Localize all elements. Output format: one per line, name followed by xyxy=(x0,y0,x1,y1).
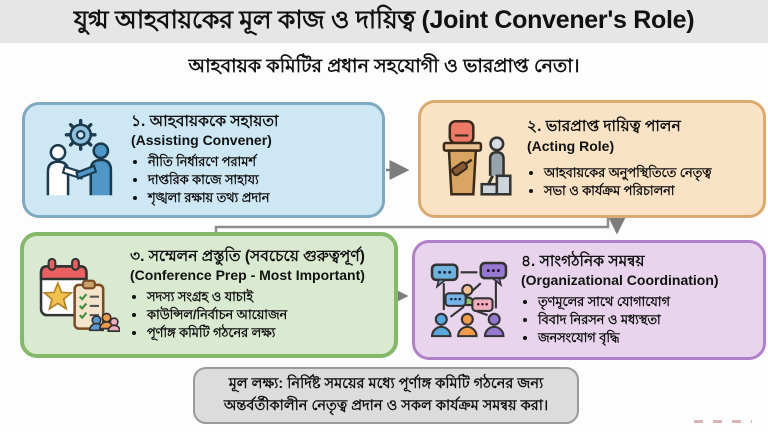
bullet: • পূর্ণাঙ্গ কমিটি গঠনের লক্ষ্য xyxy=(147,324,384,342)
bullet: • জনসংযোগ বৃদ্ধি xyxy=(538,329,753,347)
connector-card2-to-card3 xyxy=(216,218,608,233)
card4-subtitle: (Organizational Coordination) xyxy=(521,272,719,289)
goal-label: মূল লক্ষ্য: xyxy=(228,376,284,393)
card1-bullets xyxy=(131,153,372,207)
calendar-checklist-icon xyxy=(32,253,124,337)
network-chat-icon xyxy=(423,258,515,342)
card-assisting-convener xyxy=(22,102,385,218)
page-title: যুগ্ম আহবায়কের মূল কাজ ও দায়িত্ব (Joint Convener's Role) xyxy=(73,6,695,34)
card1-title: ১. আহবায়ককে সহায়তা xyxy=(131,112,279,130)
bullet: • আহবায়কের অনুপস্থিতিতে নেতৃত্ব xyxy=(544,164,753,182)
bullet: • সভা ও কার্যক্রম পরিচালনা xyxy=(544,182,753,200)
card3-title: ৩. সম্মেলন প্রস্তুতি (সবচেয়ে গুরুত্বপূর্ণ) xyxy=(130,247,365,265)
card4-bullets xyxy=(521,293,753,347)
card3-bullets xyxy=(130,288,384,342)
card2-subtitle: (Acting Role) xyxy=(527,137,615,154)
bullet: • সদস্য সংগ্রহ ও যাচাই xyxy=(147,288,384,306)
page-subtitle: আহবায়ক কমিটির প্রধান সহযোগী ও ভারপ্রাপ্ত নেতা। xyxy=(188,56,580,77)
card-acting-role xyxy=(418,100,766,218)
bullet: • তৃণমূলের সাথে যোগাযোগ xyxy=(538,293,753,311)
card2-bullets xyxy=(527,164,753,200)
card-conference-prep xyxy=(20,232,398,358)
podium-gavel-icon xyxy=(429,117,521,201)
goal-text xyxy=(207,374,565,416)
bullet: • শৃঙ্খলা রক্ষায় তথ্য প্রদান xyxy=(148,189,372,207)
goal-body: নির্দিষ্ট সময়ের মধ্যে পূর্ণাঙ্গ কমিটি গঠনের জন্য অন্তর্বর্তীকালীন নেতৃত্ব প্রদান ও সকল কার্যক্রম সমন্বয় করা। xyxy=(223,376,549,414)
bullet: • নীতি নির্ধারণে পরামর্শ xyxy=(148,153,372,171)
goal-box xyxy=(193,367,579,424)
card3-subtitle: (Conference Prep - Most Important) xyxy=(130,267,365,284)
bullet: • দাপ্তরিক কাজে সাহায্য xyxy=(148,171,372,189)
card-organizational-coordination xyxy=(412,240,766,360)
handshake-gear-icon xyxy=(33,118,125,202)
watermark-fragment xyxy=(694,420,752,423)
card1-subtitle: (Assisting Convener) xyxy=(131,132,272,149)
card4-title: ৪. সাংগঠনিক সমন্বয় xyxy=(521,252,645,270)
bullet: • বিবাদ নিরসন ও মধ্যস্থতা xyxy=(538,311,753,329)
bullet: • কাউন্সিল/নির্বাচন আয়োজন xyxy=(147,306,384,324)
card2-title: ২. ভারপ্রাপ্ত দায়িত্ব পালন xyxy=(527,118,681,136)
